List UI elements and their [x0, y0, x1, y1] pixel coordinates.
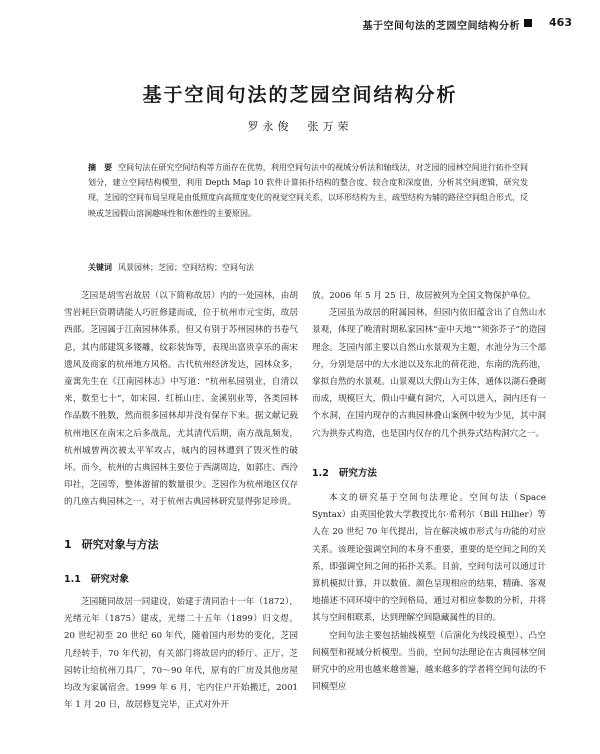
intro-paragraph: 芝园是胡雪岩故居（以下简称故居）内的一处园林，由胡雪岩耗巨资聘请能人巧匠修建而成，位于杭州市元宝街，故居西部。芝园属于江南园林体系，但又有别于苏州园林的书卷气息，其内部建筑多镂雕，纹彩装饰等，表现出富贵享乐的南宋遗风及商家的杭州地方风格。古代杭州经济发达，园林众多，童寓先生在《江南园林志》中写道：“杭州私园别业，自清以来，数至七十”，如宋园、红栎山庄、金溪别业等，各类园林作品数不胜数，然而很多园林却并没有保存下来。据文献记载杭州地区在南宋之后多战乱，尤其清代后期，南方战乱频发，杭州城曾两次被太平军攻占，城内的园林遭到了毁灭性的破坏。而今，杭州的古典园林主要位于西湖周边，如郭庄、西泠印社，芝园等，整体游留的数量很少。芝园作为杭州地区仅存的几座古典园林之一，对于杭州古典园林研究显得弥足珍贵。 [64, 291, 298, 508]
paper-authors: 罗永俊 张万荣 [247, 120, 353, 133]
paper-title: 基于空间句法的芝园空间结构分析 [142, 84, 458, 106]
body-paragraph: 芝园随同故居一同建设，始建于清同治十一年（1872），光绪元年（1875）建成，光绪二十五年（1899）归文煜。20 世纪初至 20 世纪 60 年代，随着国内形势的变化，芝园几经转手，70 年代初，有关部门将故居内的轿厅、正厅、芝园转让给杭州刀具厂，70～90 年代，原有的厂房及其他房屋均改为家属宿舍。1999 年 6 月，宅内住户开始搬迁，2001 年 1 月 20 日，故居修复完毕，正式对外开 [64, 597, 298, 711]
left-column [64, 288, 298, 714]
body-paragraph: 空间句法主要包括轴线模型（后演化为线段模型）、凸空间模型和视域分析模型。当前，空间句法理论在古典园林空间研究中的应用也越来越普遍，越来越多的学者将空间句法的不同模型应 [312, 630, 546, 693]
abstract [88, 160, 528, 221]
subsection-title: 研究对象 [90, 573, 129, 585]
keywords [88, 262, 528, 273]
continued-paragraph: 放。2006 年 5 月 25 日，故居被列为全国文物保护单位。 [312, 291, 536, 301]
running-header [0, 14, 600, 38]
right-column [312, 288, 546, 696]
keywords-text: 风景园林；芝园；空间结构；空间句法 [118, 263, 254, 272]
page-number: 463 [549, 16, 572, 29]
subsection-heading [64, 571, 298, 588]
abstract-label: 摘 要 [88, 163, 113, 172]
section-heading [64, 536, 298, 553]
subsection-number: 1.2 [312, 467, 329, 479]
abstract-text: 空间句法在研究空间结构等方面存在优势，利用空间句法中的视域分析法和轴线法，对芝园的园林空间进行拓扑空间划分，建立空间结构模型，利用 Depth Map 10 软件计算拓扑结构的整合度、较合度和深度值，分析其空间逻辑，研究发现，芝园的空间布局呈现是由低照度向高照度变化的视觉空间关系，以环形结构为主，疏型结构为辅的路径空间组合形式，反映或芝园假山溶洞趣味性和休憩性的主要原因。 [88, 163, 529, 218]
section-title: 研究对象与方法 [81, 537, 159, 551]
header-square-icon [524, 19, 532, 27]
body-paragraph: 本文的研究基于空间句法理论。空间句法（Space Syntax）由英国伦敦大学教授比尔·希利尔（Bill Hillier）等人在 20 世纪 70 年代提出，旨在解决城市形式与功能的对应关系。该理论强调空间的本身不重要，重要的是空间之间的关系，即强调空间之间的拓扑关系。目前，空间句法可以通过计算机模拟计算，并以数值、颜色呈现相应的结果，精确、客观地描述不同环境中的空间格局，通过对相应参数的分析，并将其与空间相联系，达到理解空间隐藏属性的目的。 [312, 493, 546, 624]
subsection-title: 研究方法 [338, 467, 377, 479]
section-number: 1 [64, 537, 72, 551]
subsection-number: 1.1 [64, 573, 81, 585]
keywords-label: 关键词 [88, 263, 112, 272]
subsection-heading [312, 465, 546, 482]
running-title: 基于空间句法的芝园空间结构分析 [362, 21, 520, 32]
body-paragraph: 芝园虽为故居的附属园林，但园内依旧蕴含出了自然山水景观，体现了晚清时期私家园林“壶中天地”“须弥芥子”的造园理念。芝园内部主要以自然山水景观为主题，水池分为三个部分，分别是居中的大水池以及东北的荷花池，东南的洗药池，掌拟自然的水景观。山景观以大假山为主体，通体以湖石叠砌而成，规模巨大，假山中藏有洞穴，入可以进入，洞内还有一个水洞，在国内现存的古典园林叠山案例中较为少见，其中洞穴为拱券式构造，也是国内仅存的几个拱券式结构洞穴之一。 [312, 308, 546, 439]
